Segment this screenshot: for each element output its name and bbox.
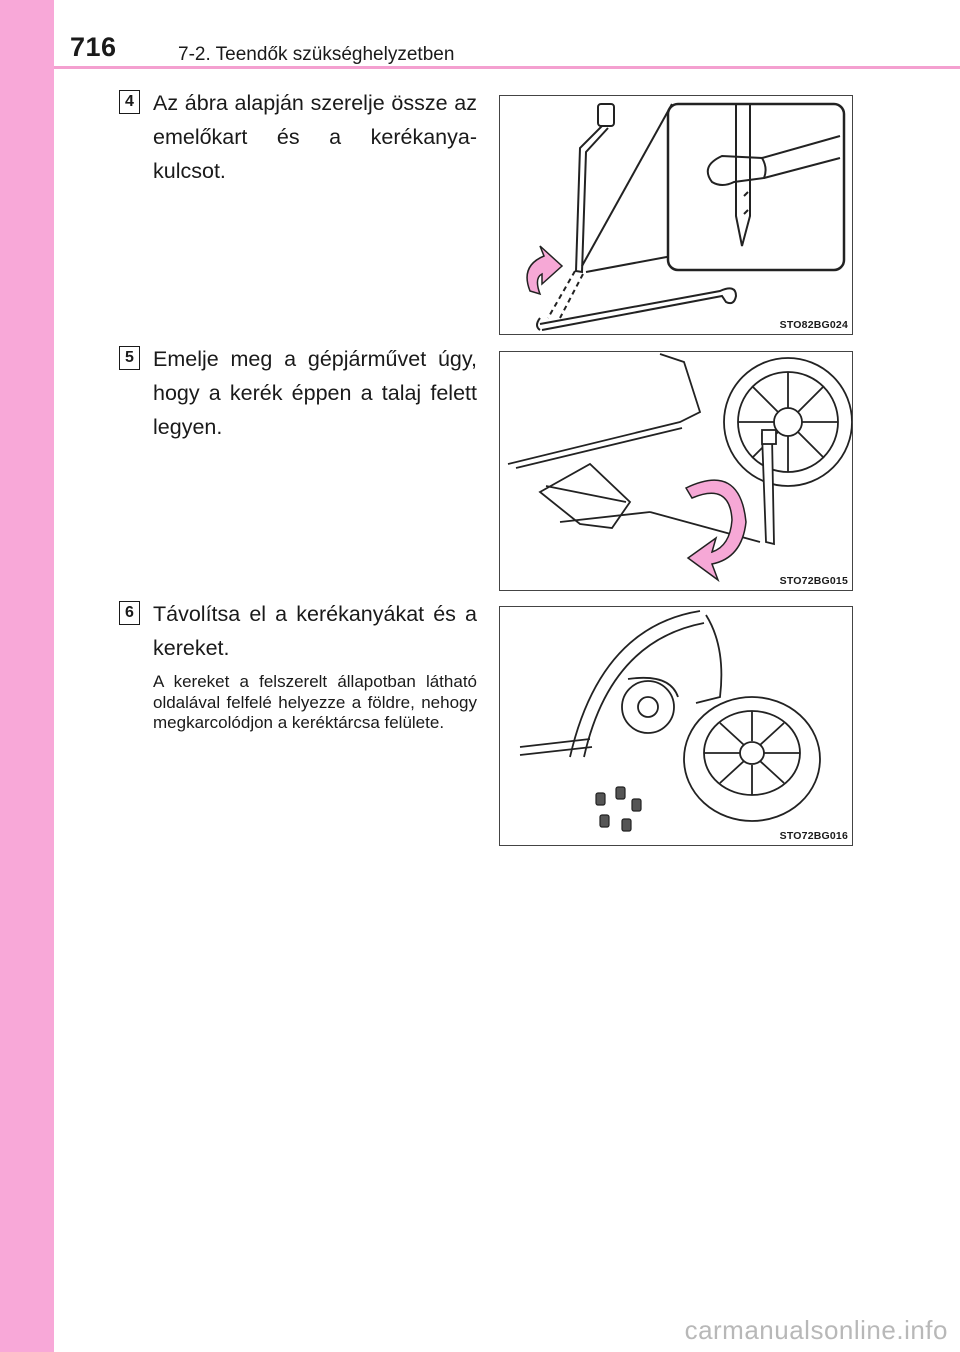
header-rule [54,66,960,69]
figure-jack-handle-assembly [499,95,853,335]
step-instruction: Emelje meg a gépjárművet úgy, hogy a kerék éppen a talaj felett legyen. [153,347,477,439]
page-number: 716 [70,32,117,62]
figure-lifting-vehicle [499,351,853,591]
step-number-badge: 5 [119,346,140,370]
figure-code: STO82BG024 [779,319,848,331]
step-instruction: Távolítsa el a kerékanyákat és a kereket. [153,602,477,660]
footer-watermark: carmanualsonline.info [684,1315,948,1345]
figure-code: STO72BG016 [779,830,848,842]
step-note: A kereket a felszerelt állapotban látható oldalával felfelé helyezze a földre, nehogy megkarcolódjon a keréktárcsa felülete. [153,672,477,732]
jack-handle-illustration [500,96,852,334]
figure-wheel-removed [499,606,853,846]
side-color-band [0,0,54,1352]
jack-lifting-illustration [500,352,852,590]
figure-code: STO72BG015 [779,575,848,587]
step-instruction: Az ábra alapján szerelje össze az emelőkart és a kerékanya-kulcsot. [153,91,477,183]
section-title: 7-2. Teendők szükséghelyzetben [178,44,455,65]
step-number-badge: 6 [119,601,140,625]
step-number-badge: 4 [119,90,140,114]
wheel-and-nuts-illustration [500,607,852,845]
